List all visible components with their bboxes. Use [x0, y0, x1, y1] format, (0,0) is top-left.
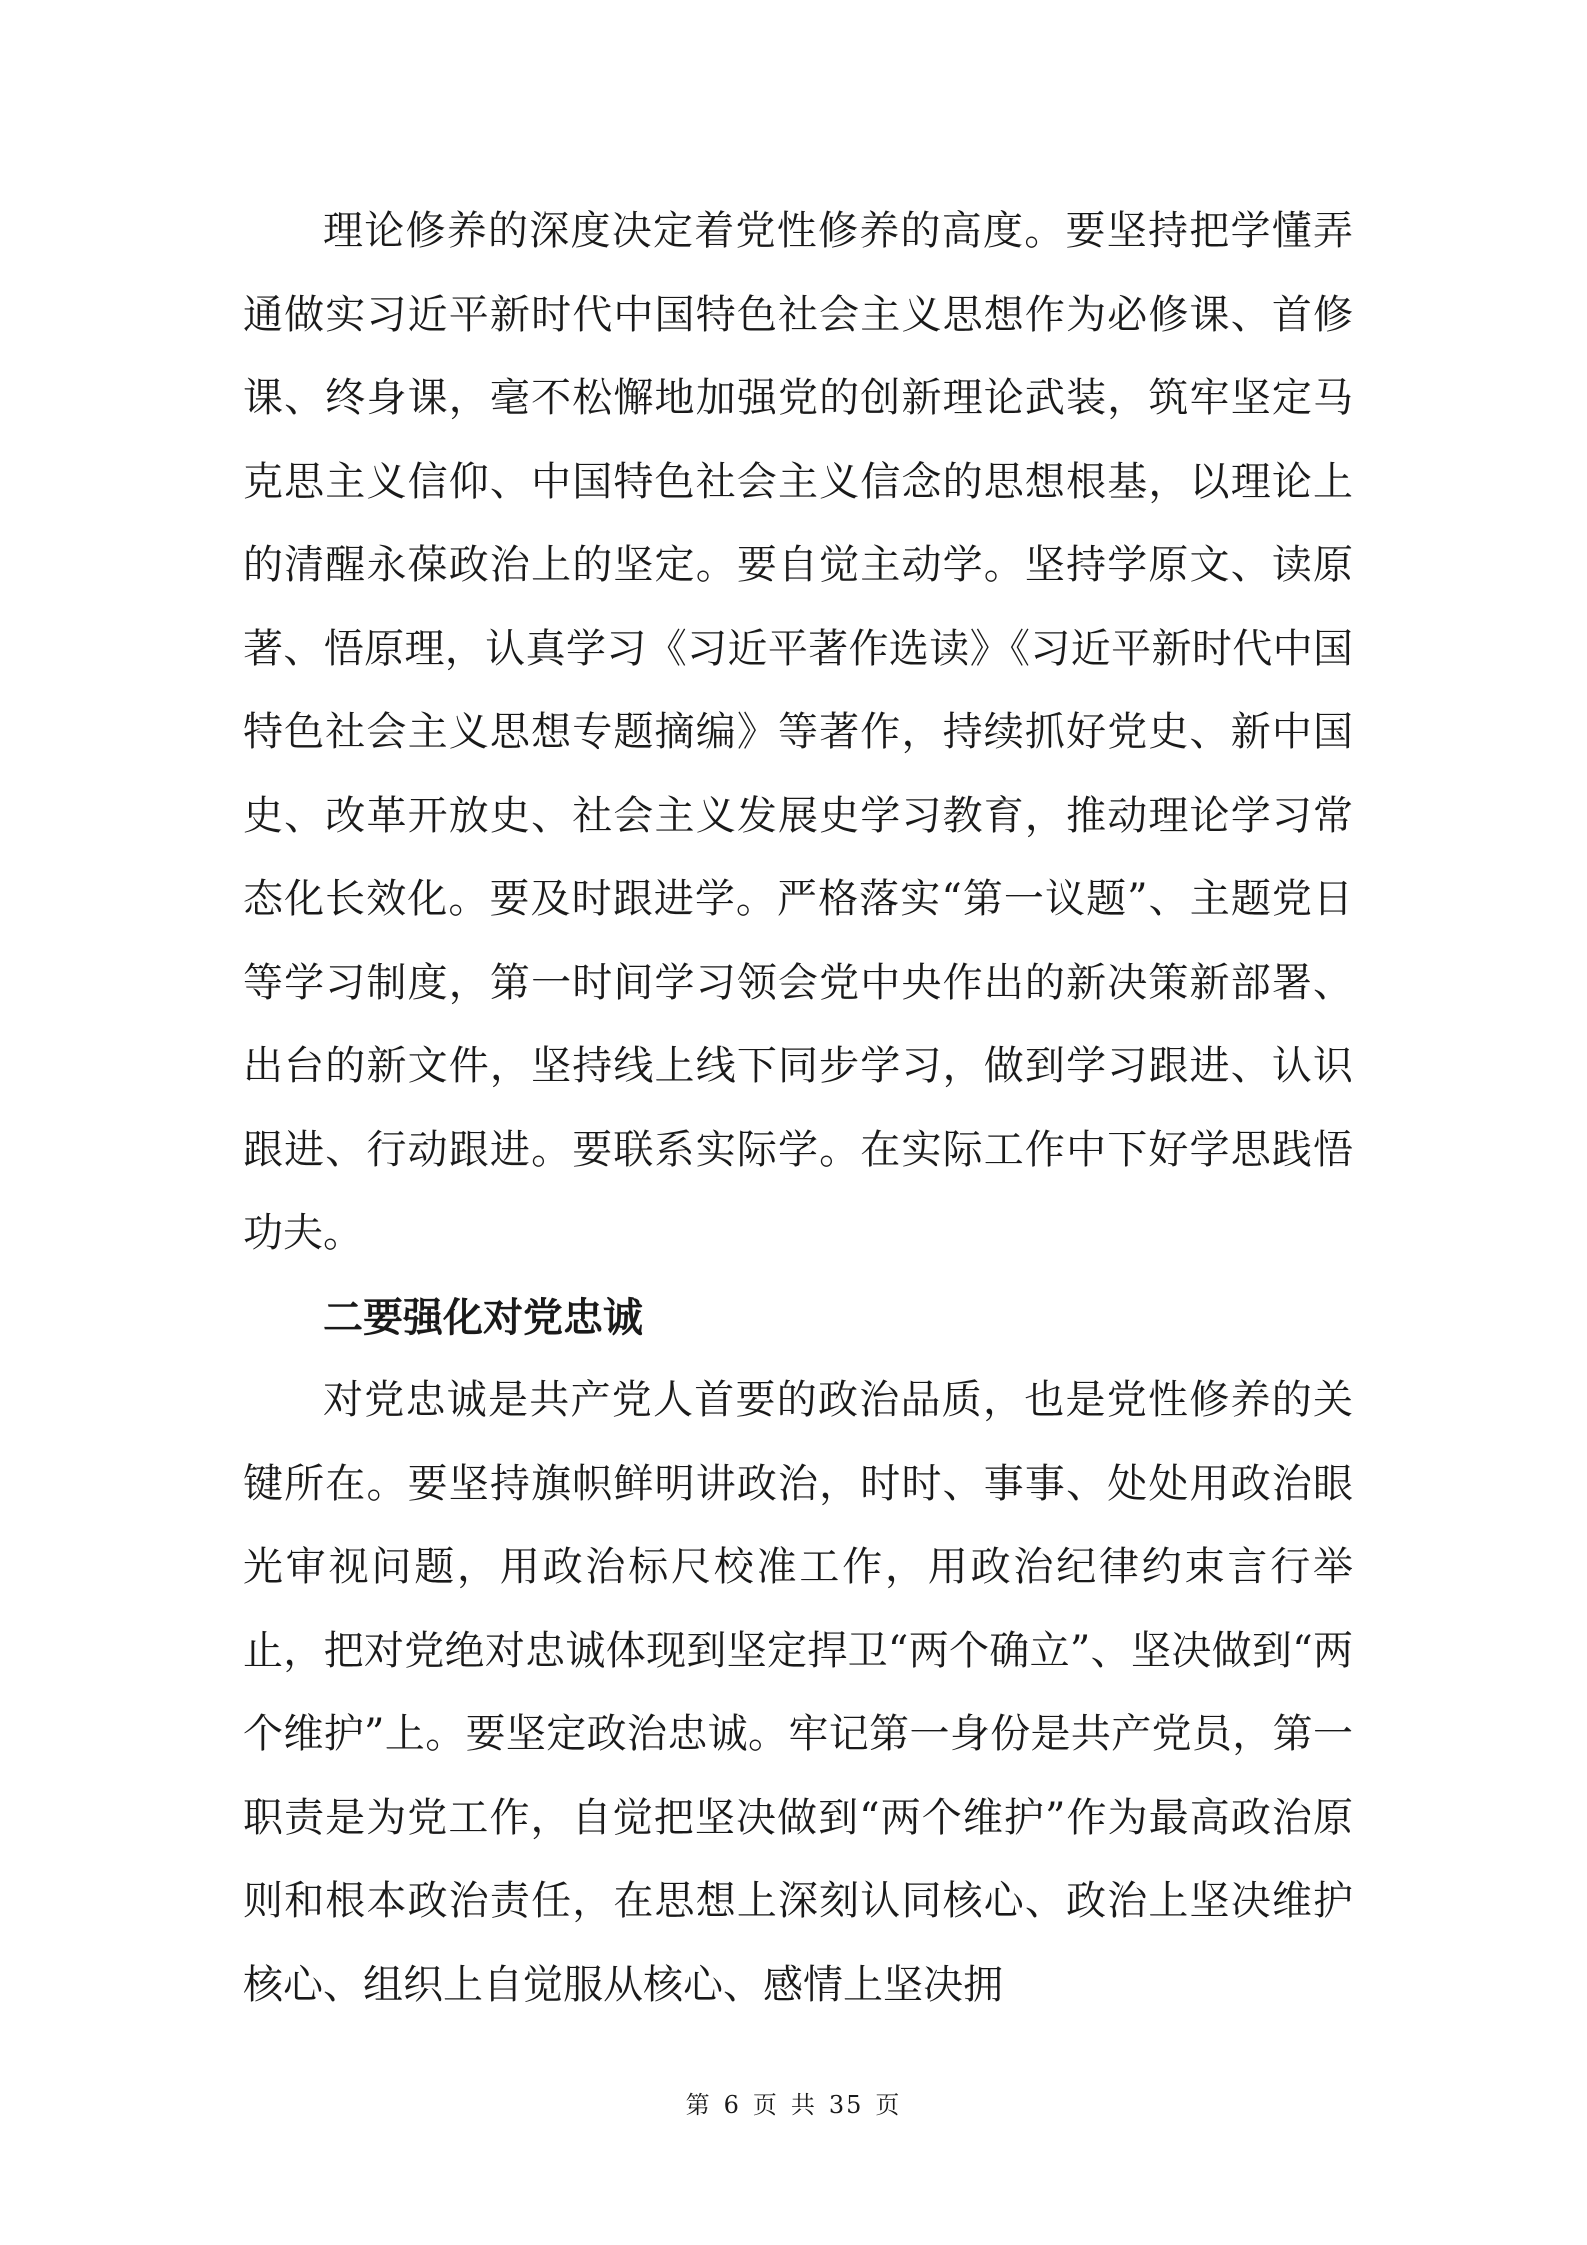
- total-pages: 35: [828, 2091, 864, 2119]
- footer-suffix: 页: [875, 2091, 902, 2119]
- document-body: [243, 190, 1353, 2027]
- section-heading: 二要强化对党忠诚: [323, 1293, 643, 1341]
- footer-prefix: 第: [685, 2091, 712, 2119]
- footer-page-word: 页: [752, 2091, 779, 2119]
- body-paragraph-2: 对党忠诚是共产党人首要的政治品质，也是党性修养的关键所在。要坚持旗帜鲜明讲政治，时时、事事、处处用政治眼光审视问题，用政治标尺校准工作，用政治纪律约束言行举止，把对党绝对忠诚体现到坚定捍卫“两个确立”、坚决做到“两个维护”上。要坚定政治忠诚。牢记第一身份是共产党员，第一职责是为党工作，自觉把坚决做到“两个维护”作为最高政治原则和根本政治责任，在思想上深刻认同核心、政治上坚决维护核心、组织上自觉服从核心、感情上坚决拥: [243, 1377, 1353, 2008]
- footer-total-word: 共: [790, 2091, 817, 2119]
- page-footer: [0, 2085, 1587, 2120]
- body-paragraph-1: 理论修养的深度决定着党性修养的高度。要坚持把学懂弄通做实习近平新时代中国特色社会主义思想作为必修课、首修课、终身课，毫不松懈地加强党的创新理论武装，筑牢坚定马克思主义信仰、中国特色社会主义信念的思想根基，以理论上的清醒永葆政治上的坚定。要自觉主动学。坚持学原文、读原著、悟原理，认真学习《习近平著作选读》《习近平新时代中国特色社会主义思想专题摘编》等著作，持续抓好党史、新中国史、改革开放史、社会主义发展史学习教育，推动理论学习常态化长效化。要及时跟进学。严格落实“第一议题”、主题党日等学习制度，第一时间学习领会党中央作出的新决策新部署、出台的新文件，坚持线上线下同步学习，做到学习跟进、认识跟进、行动跟进。要联系实际学。在实际工作中下好学思践悟功夫。: [243, 208, 1353, 1256]
- page-number: 6: [723, 2091, 741, 2119]
